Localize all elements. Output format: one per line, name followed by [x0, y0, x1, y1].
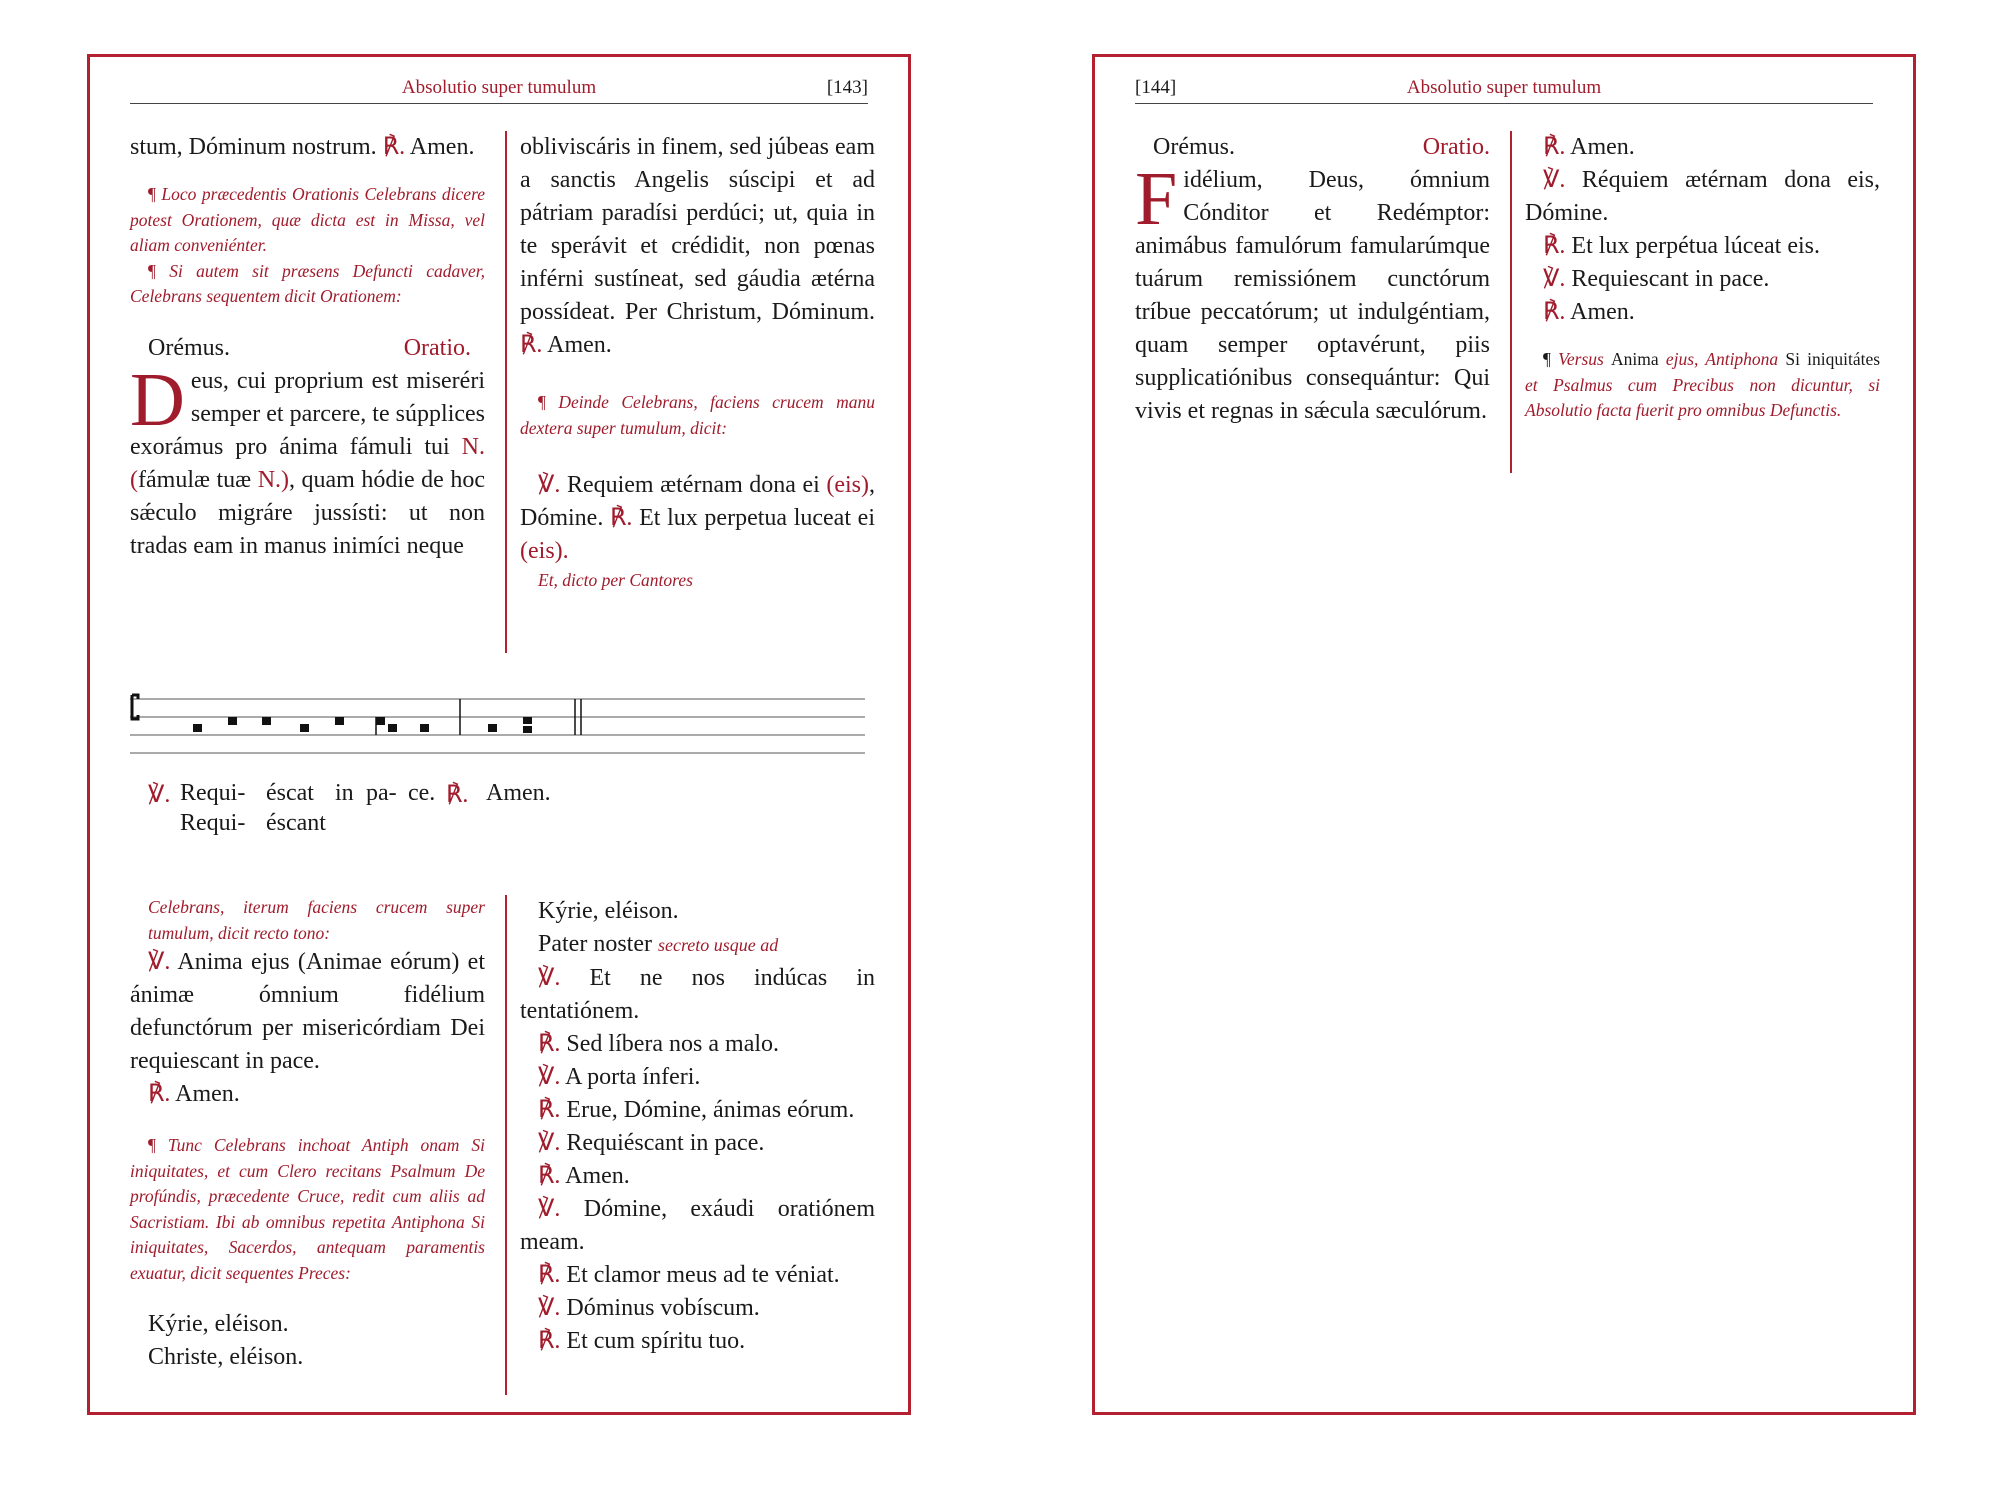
liturgical-symbol: ℣. [538, 1196, 561, 1222]
response-symbol: ℟. [382, 134, 406, 160]
versicle-text: Requiem ætérnam dona ei [566, 472, 820, 498]
pater-text: Pater noster [538, 931, 652, 957]
drop-cap: F [1135, 157, 1178, 241]
rubric-text: Celebrans, iterum faciens crucem super tumulum, dicit recto tono: [148, 897, 485, 943]
rubric [130, 1133, 485, 1286]
rubric-text: secreto usque ad [657, 935, 779, 955]
rubric [130, 182, 485, 259]
page-header [130, 69, 868, 104]
prayer-line [520, 1094, 875, 1127]
responses-list [1525, 131, 1880, 329]
page-number: [144] [1135, 77, 1177, 98]
prayer-line [520, 1127, 875, 1160]
versicle-text: Anima ejus (Animae eórum) et ánimæ ómnium fidélium defunctórum per misericórdiam Dei requiescant in pace. [130, 949, 485, 1074]
response-symbol: ℟. [148, 1081, 171, 1107]
prayer-line [520, 1160, 875, 1193]
rubric [520, 568, 875, 594]
prayer-line-text: Sed líbera nos a malo. [566, 1031, 780, 1057]
liturgical-symbol: ℟. [538, 1262, 561, 1288]
liturgical-symbol: ℟. [538, 1163, 561, 1189]
amen-text: Amen. [547, 332, 612, 358]
versicle-text: , Dómine. [520, 472, 875, 531]
running-title: Absolutio super tumulum [1406, 77, 1602, 98]
rubric [130, 895, 485, 946]
liturgical-symbol: ℟. [538, 1097, 561, 1123]
oremus-line [130, 332, 485, 365]
prayer-ending-text: stum, Dóminum nostrum. [130, 134, 377, 160]
rubric-text: et Psalmus cum Precibus non dicuntur, si Absolutio facta fuerit pro omnibus Defunctis. [1525, 374, 1880, 420]
liturgical-symbol: ℟. [1543, 299, 1566, 325]
pilcrow-icon: ¶ [148, 184, 156, 204]
left-column [1135, 131, 1490, 428]
rubric-text: Versus [1558, 349, 1604, 369]
rubric-text: Loco præcedentis Orationis Celebrans dicere potest Orationem, quæ dicta est in Missa, vel aliam conveniénter. [130, 184, 486, 255]
top-left-column [130, 131, 485, 563]
pater-line [520, 928, 875, 962]
response-symbol: ℟. [520, 332, 543, 358]
prayer-text: , quam hódie de hoc sǽculo migráre jussísti: ut non tradas eam in manus inimíci neque [130, 466, 485, 559]
amen-text: Amen. [175, 1081, 240, 1107]
versicle [130, 946, 485, 1078]
running-title: Absolutio super tumulum [401, 77, 597, 98]
liturgical-symbol: ℣. [538, 965, 561, 991]
chant-lyrics [130, 772, 865, 852]
prayer-line [520, 1028, 875, 1061]
response [130, 1078, 485, 1111]
prayer-line-text: Amen. [565, 1163, 630, 1189]
rubric-cue: Anima [1611, 349, 1659, 369]
prayer-line [1525, 131, 1880, 164]
prayer-line-text: Amen. [1570, 134, 1635, 160]
pilcrow-icon: ¶ [538, 392, 546, 412]
response-text: Et lux perpetua luceat ei [639, 505, 875, 531]
bottom-left-column [130, 895, 485, 1374]
top-right-column [520, 131, 875, 594]
pilcrow-icon: ¶ [1543, 349, 1551, 369]
plural-alternative: (eis) [826, 472, 869, 498]
prayer-line-text: Et cum spíritu tuo. [566, 1328, 746, 1354]
prayer-line-text: Dómine, exáudi oratiónem meam. [520, 1196, 875, 1255]
pilcrow-icon: ¶ [148, 1135, 156, 1155]
rubric-text: ejus, Antiphona [1665, 349, 1779, 369]
prayer-text: eus, cui proprium est miseréri semper et parcere, te súpplices exorámus pro ánima fámuli tui [130, 367, 485, 460]
preces-list [520, 962, 875, 1358]
prayer-line-text: Requiéscant in pace. [566, 1130, 765, 1156]
name-placeholder: N.) [257, 466, 290, 493]
chant-notation [130, 687, 865, 857]
oremus-line [1135, 131, 1490, 164]
prayer-text: fámulæ tuæ [138, 466, 252, 493]
prayer-line-text: Erue, Dómine, ánimas eórum. [566, 1097, 855, 1123]
rubric [1525, 347, 1880, 424]
prayer-ending [130, 131, 485, 164]
prayer-line-text: Réquiem ætérnam dona eis, Dómine. [1525, 167, 1880, 226]
rubric-cue: Si iniquitátes [1785, 349, 1881, 369]
prayer-line [1525, 164, 1880, 230]
prayer-line [1525, 263, 1880, 296]
column-divider [1510, 131, 1512, 473]
prayer-line [520, 962, 875, 1028]
rubric-text: Et, dicto per Cantores [538, 570, 693, 590]
prayer-line [1525, 296, 1880, 329]
right-page [1092, 54, 1916, 1415]
christe-line: Christe, eléison. [148, 1344, 304, 1370]
rubric-text: Si autem sit præsens Defuncti cadaver, Celebrans sequentem dicit Orationem: [130, 260, 486, 306]
prayer-line [520, 1259, 875, 1292]
chant-syllable: éscat [266, 780, 314, 806]
oremus-text: Orémus. [148, 334, 230, 361]
kyrie-line: Kýrie, eléison. [148, 1311, 289, 1337]
column-divider [505, 131, 507, 653]
prayer-line-text: Amen. [1570, 299, 1635, 325]
rubric-text: Tunc Celebrans inchoat Antiph onam Si iniquitates, et cum Clero recitans Psalmum De profúndis, præcedente Cruce, redit cum aliis ad Sacristiam. Ibi ab omnibus repetita Antiphona Si iniquitates, Sacerdos, antequam paramentis exuatur, dicit sequentes Preces: [130, 1135, 485, 1283]
liturgical-symbol: ℣. [538, 1130, 561, 1156]
liturgical-symbol: ℣. [538, 1295, 561, 1321]
page-number: [143] [826, 77, 868, 98]
chant-syllable: ce. [408, 780, 436, 806]
prayer-text: idélium, Deus, ómnium Cónditor et Redémptor: animábus famulórum famularúmque tuárum remissiónem cunctórum tríbue peccatórum; ut indulgéntiam, quam semper optavérunt, piis supplicatiónibus consequántur: Qui vivis et regnas in sǽcula sæculórum. [1135, 167, 1490, 424]
versicle-symbol: ℣. [538, 472, 561, 498]
liturgical-symbol: ℟. [1543, 233, 1566, 259]
response-symbol: ℟. [446, 782, 469, 808]
pilcrow-icon: ¶ [148, 260, 156, 281]
prayer-line [520, 1193, 875, 1259]
versicle [520, 469, 875, 568]
prayer-line-text: Requiescant in pace. [1571, 266, 1770, 292]
bottom-right-column [520, 895, 875, 1358]
prayer-body [1135, 157, 1490, 428]
prayer-line-text: Et ne nos indúcas in tentatiónem. [520, 965, 875, 1024]
rubric [130, 259, 485, 310]
prayer-line [1525, 230, 1880, 263]
chant-syllable: Requi- [180, 780, 246, 806]
versicle-symbol: ℣. [148, 949, 171, 975]
prayer-line [520, 1061, 875, 1094]
prayer-text: obliviscáris in finem, sed júbeas eam a sanctis Angelis súscipi et ad pátriam paradísi perdúci; ut, quia in te sperávit et crédidit, non pœnas inférni sustíneat, sed gáudia ætérna possídeat. Per Christum, Dóminum. [520, 134, 875, 325]
prayer-line [520, 1325, 875, 1358]
prayer-line [520, 1292, 875, 1325]
liturgical-symbol: ℣. [1543, 266, 1566, 292]
oratio-label: Oratio. [403, 334, 471, 361]
name-placeholder: N. ( [130, 433, 486, 493]
left-page [87, 54, 911, 1415]
liturgical-symbol: ℣. [1543, 167, 1566, 193]
liturgical-symbol: ℟. [1543, 134, 1566, 160]
versicle-symbol: ℣. [148, 782, 171, 808]
page-header [1135, 69, 1873, 104]
oremus-text: Orémus. [1153, 134, 1235, 160]
chant-syllable-alt: éscant [266, 810, 326, 836]
chant-staff [130, 687, 865, 767]
chant-syllable-alt: Requi- [180, 810, 246, 836]
chant-syllable: pa- [366, 780, 397, 806]
response-symbol: ℟. [610, 505, 633, 531]
period: . [562, 538, 569, 564]
right-column [1525, 131, 1880, 424]
liturgical-symbol: ℟. [538, 1328, 561, 1354]
liturgical-symbol: ℣. [538, 1064, 561, 1090]
prayer-line-text: Et lux perpétua lúceat eis. [1571, 233, 1820, 259]
prayer-line-text: Dóminus vobíscum. [566, 1295, 760, 1321]
prayer-body [130, 357, 486, 563]
prayer-line-text: Et clamor meus ad te véniat. [566, 1262, 840, 1288]
column-divider [505, 895, 507, 1395]
rubric [520, 390, 875, 441]
prayer-continuation [520, 131, 875, 362]
plural-alternative: (eis) [520, 538, 563, 564]
drop-cap: D [130, 357, 185, 442]
prayer-line-text: A porta ínferi. [565, 1064, 701, 1090]
rubric-text: Deinde Celebrans, faciens crucem manu dextera super tumulum, dicit: [520, 392, 875, 438]
chant-syllable: in [335, 780, 354, 806]
amen-text: Amen. [409, 134, 475, 160]
oratio-label: Oratio. [1422, 134, 1490, 160]
liturgical-symbol: ℟. [538, 1031, 561, 1057]
amen-text: Amen. [486, 780, 551, 806]
kyrie-line: Kýrie, eléison. [538, 898, 679, 924]
